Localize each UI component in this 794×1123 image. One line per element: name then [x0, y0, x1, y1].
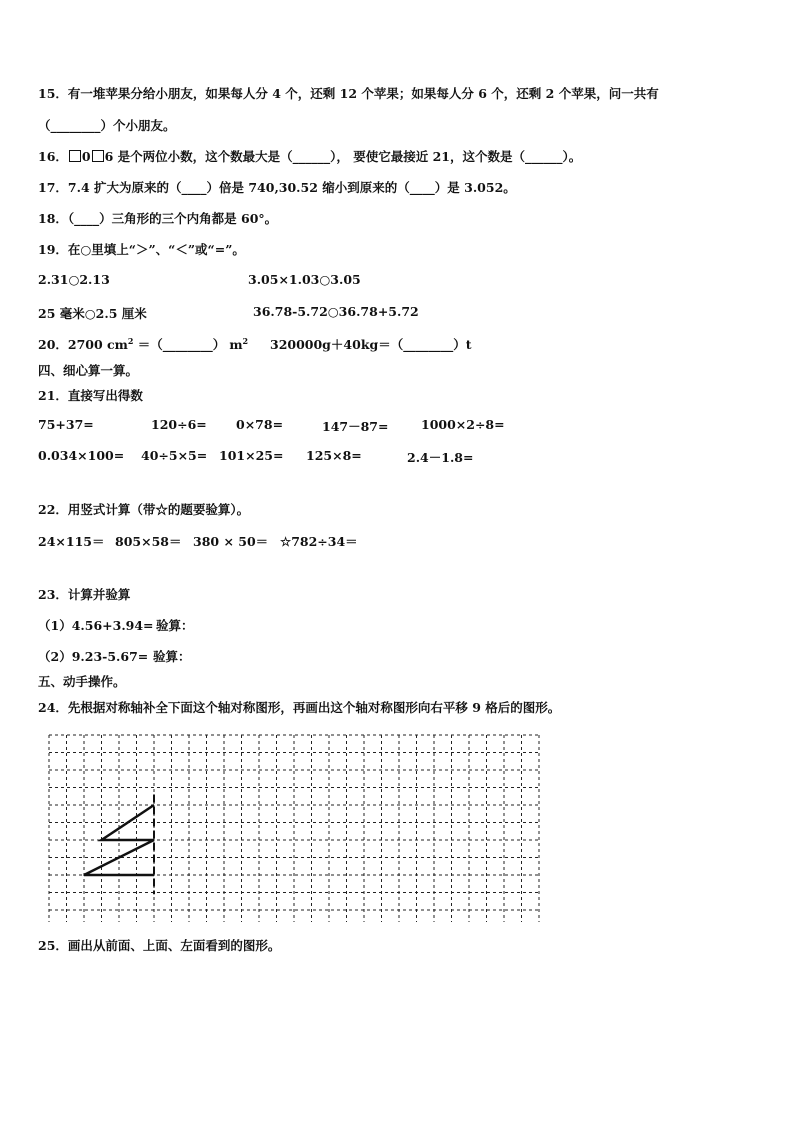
- q20-a-unit-sup: 2: [242, 336, 249, 346]
- q21-r1-c4: 147－87=: [322, 419, 389, 434]
- q23-item-1: （1）4.56+3.94=: [38, 618, 154, 633]
- q15-line2: （________）个小朋友。: [38, 118, 176, 133]
- q23-item-2-check: 验算：: [153, 649, 191, 664]
- q22-item-2: 805×58＝: [115, 534, 182, 549]
- q21-r2-c5: 2.4－1.8=: [407, 450, 474, 465]
- q16: [38, 147, 581, 165]
- q20-a-unit: m: [229, 337, 243, 352]
- q20-a-sup: 2: [127, 336, 134, 346]
- q22-item-3: 380 × 50＝: [193, 534, 269, 549]
- q19-title: 19．在○里填上“＞”、“＜”或“=”。: [38, 242, 245, 257]
- section-5-heading: 五、动手操作。: [38, 674, 126, 689]
- q21-r2-c2: 40÷5×5=: [141, 448, 208, 463]
- q21-r2-c4: 125×8=: [306, 448, 362, 463]
- q22-item-1: 24×115＝: [38, 534, 105, 549]
- q21-r1-c3: 0×78=: [236, 417, 284, 432]
- q23-title: 23．计算并验算: [38, 587, 131, 602]
- q19-item-4: 36.78-5.72○36.78+5.72: [253, 304, 419, 319]
- q17: 17．7.4 扩大为原来的（____）倍是 740,30.52 缩小到原来的（____）是 3.052。: [38, 180, 516, 195]
- q16-text: 6 是个两位小数，这个数最大是（______）， 要使它最接近 21，这个数是（______）。: [104, 149, 582, 164]
- q16-number: 16．: [38, 149, 68, 164]
- q20-a-text: 20．2700 cm: [38, 337, 128, 352]
- q20-b: 320000g＋40kg＝（________）t: [270, 337, 472, 352]
- q20-a: [38, 335, 248, 353]
- q25-text: 25．画出从前面、上面、左面看到的图形。: [38, 938, 281, 953]
- q23-item-1-check: 验算：: [156, 618, 194, 633]
- q20-a-blank: ＝（________）: [133, 337, 226, 352]
- q19-item-1: 2.31○2.13: [38, 272, 110, 287]
- q22-title: 22．用竖式计算（带☆的题要验算）。: [38, 502, 250, 517]
- q21-r1-c5: 1000×2÷8=: [421, 417, 505, 432]
- q19-item-2: 3.05×1.03○3.05: [248, 272, 361, 287]
- digit-box-icon: [69, 150, 81, 162]
- dotted-grid: [46, 732, 542, 922]
- section-4-heading: 四、细心算一算。: [38, 363, 139, 378]
- grid-lines: [49, 735, 539, 922]
- q15-line1: 15．有一堆苹果分给小朋友，如果每人分 4 个，还剩 12 个苹果；如果每人分 6 个，还剩 2 个苹果，问一共有: [38, 86, 659, 101]
- q19-item-3: 25 毫米○2.5 厘米: [38, 306, 147, 321]
- digit-box-icon: [92, 150, 104, 162]
- q16-zero: 0: [81, 149, 91, 164]
- q21-r2-c3: 101×25=: [219, 448, 284, 463]
- q18: 18．（____）三角形的三个内角都是 60°。: [38, 211, 278, 226]
- q24-text: 24．先根据对称轴补全下面这个轴对称图形，再画出这个轴对称图形向右平移 9 格后的图形。: [38, 700, 561, 715]
- q21-title: 21．直接写出得数: [38, 388, 143, 403]
- q21-r1-c1: 75+37=: [38, 417, 94, 432]
- q21-r2-c1: 0.034×100=: [38, 448, 125, 463]
- q21-r1-c2: 120÷6=: [151, 417, 207, 432]
- q22-item-4: ☆782÷34＝: [280, 534, 358, 549]
- q23-item-2: （2）9.23-5.67=: [38, 649, 149, 664]
